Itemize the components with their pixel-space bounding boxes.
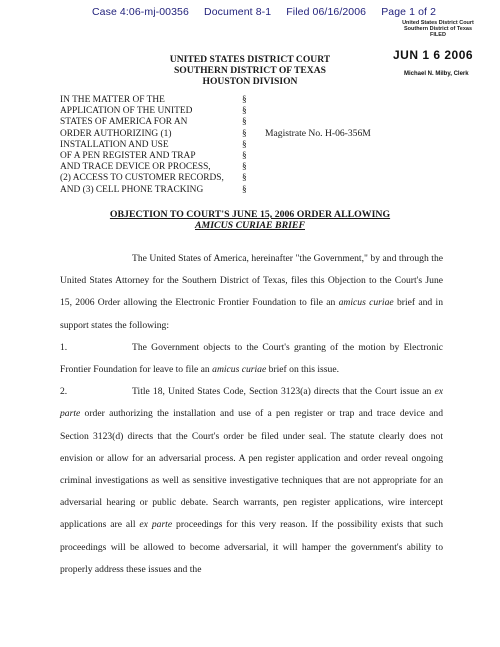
page-count: Page 1 of 2: [381, 6, 437, 18]
caption-line: INSTALLATION AND USE: [60, 139, 169, 150]
section-mark: §: [242, 139, 247, 150]
p2-text-end: proceedings for this very reason. If the possibility exists that such proceedings will be allowed to become adversarial, it will hamper the government's ability to properly address these issues and the: [60, 519, 443, 575]
title-line-2: AMICUS CURIAE BRIEF: [195, 220, 305, 231]
paragraph-1: [60, 337, 443, 381]
section-mark: §: [242, 95, 247, 105]
section-marks-column: [242, 95, 247, 196]
stamp-date: JUN 1 6 2006: [393, 48, 474, 62]
p1-emphasis: amicus curiae: [212, 364, 267, 376]
intro-text-end: brief and in support states the following:: [60, 297, 444, 331]
section-mark: §: [242, 173, 247, 184]
paragraph-number: 1.: [60, 341, 68, 353]
p2-emphasis: ex parte: [60, 386, 443, 420]
document-title: [90, 209, 410, 231]
section-mark: §: [242, 106, 247, 117]
p2-text: Title 18, United States Code, Section 3123(a) directs that the Court issue an: [132, 386, 435, 398]
document-body: [60, 248, 443, 581]
p1-text: The Government objects to the Court's granting of the motion by Electronic Frontier Foundation for leave to file an: [60, 341, 443, 376]
p2-text-mid: order authorizing the installation and use of a pen register or trap and trace device and Section 3123(d) directs that the Court's order be filed under seal. The statute clearly does not envision or allow for an adversarial process. A pen register application and order reveal ongoing criminal investigations as well as sensitive investigative techniques that are not appropriate for an adversarial hearing or public debate. Search warrants, pen register applications, wire intercept applications are all: [60, 408, 443, 531]
section-mark: §: [242, 151, 247, 162]
stamp-district: Southern District of Texas: [403, 26, 473, 32]
document-number: Document 8-1: [204, 6, 272, 18]
section-mark: §: [242, 117, 247, 128]
p2-emphasis-2: ex parte: [139, 519, 173, 531]
caption-line: AND TRACE DEVICE OR PROCESS,: [60, 162, 211, 173]
court-division: HOUSTON DIVISION: [202, 76, 298, 87]
section-mark: §: [242, 184, 247, 195]
filed-stamp: [388, 20, 488, 38]
intro-text: The United States of America, hereinafter "the Government," by and through the United States Attorney for the Southern District of Texas, files this Objection to the Court's June 15, 2006 Order allowing the Electronic Frontier Foundation to file an: [60, 253, 443, 309]
caption-line: OF A PEN REGISTER AND TRAP: [60, 151, 196, 162]
stamp-filed: FILED: [430, 32, 446, 38]
court-name: UNITED STATES DISTRICT COURT: [169, 54, 331, 65]
intro-emphasis: amicus curiae: [338, 297, 394, 309]
court-district: SOUTHERN DISTRICT OF TEXAS: [173, 65, 327, 76]
stamp-clerk: Michael N. Milby, Clerk: [404, 71, 469, 77]
paragraph-2: [60, 381, 443, 581]
stamp-court: United States District Court: [402, 20, 474, 26]
court-heading: [120, 54, 380, 87]
magistrate-number: Magistrate No. H-06-356M: [265, 128, 371, 139]
intro-paragraph: [60, 248, 443, 337]
caption-line: APPLICATION OF THE UNITED: [60, 106, 193, 117]
case-caption: [60, 95, 224, 196]
filed-date: Filed 06/16/2006: [286, 6, 367, 18]
caption-line: (2) ACCESS TO CUSTOMER RECORDS,: [60, 173, 224, 184]
paragraph-number: 2.: [60, 386, 68, 398]
section-mark: §: [242, 162, 247, 173]
caption-line: IN THE MATTER OF THE: [60, 95, 165, 105]
case-number: Case 4:06-mj-00356: [92, 6, 189, 18]
caption-line: AND (3) CELL PHONE TRACKING: [60, 184, 204, 195]
section-mark: §: [242, 128, 247, 139]
caption-line: ORDER AUTHORIZING (1): [60, 128, 172, 139]
caption-line: STATES OF AMERICA FOR AN: [60, 117, 188, 128]
ecf-header: [92, 6, 436, 18]
title-line-1: OBJECTION TO COURT'S JUNE 15, 2006 ORDER ALLOWING: [109, 209, 391, 220]
p1-text-end: brief on this issue.: [266, 364, 339, 376]
